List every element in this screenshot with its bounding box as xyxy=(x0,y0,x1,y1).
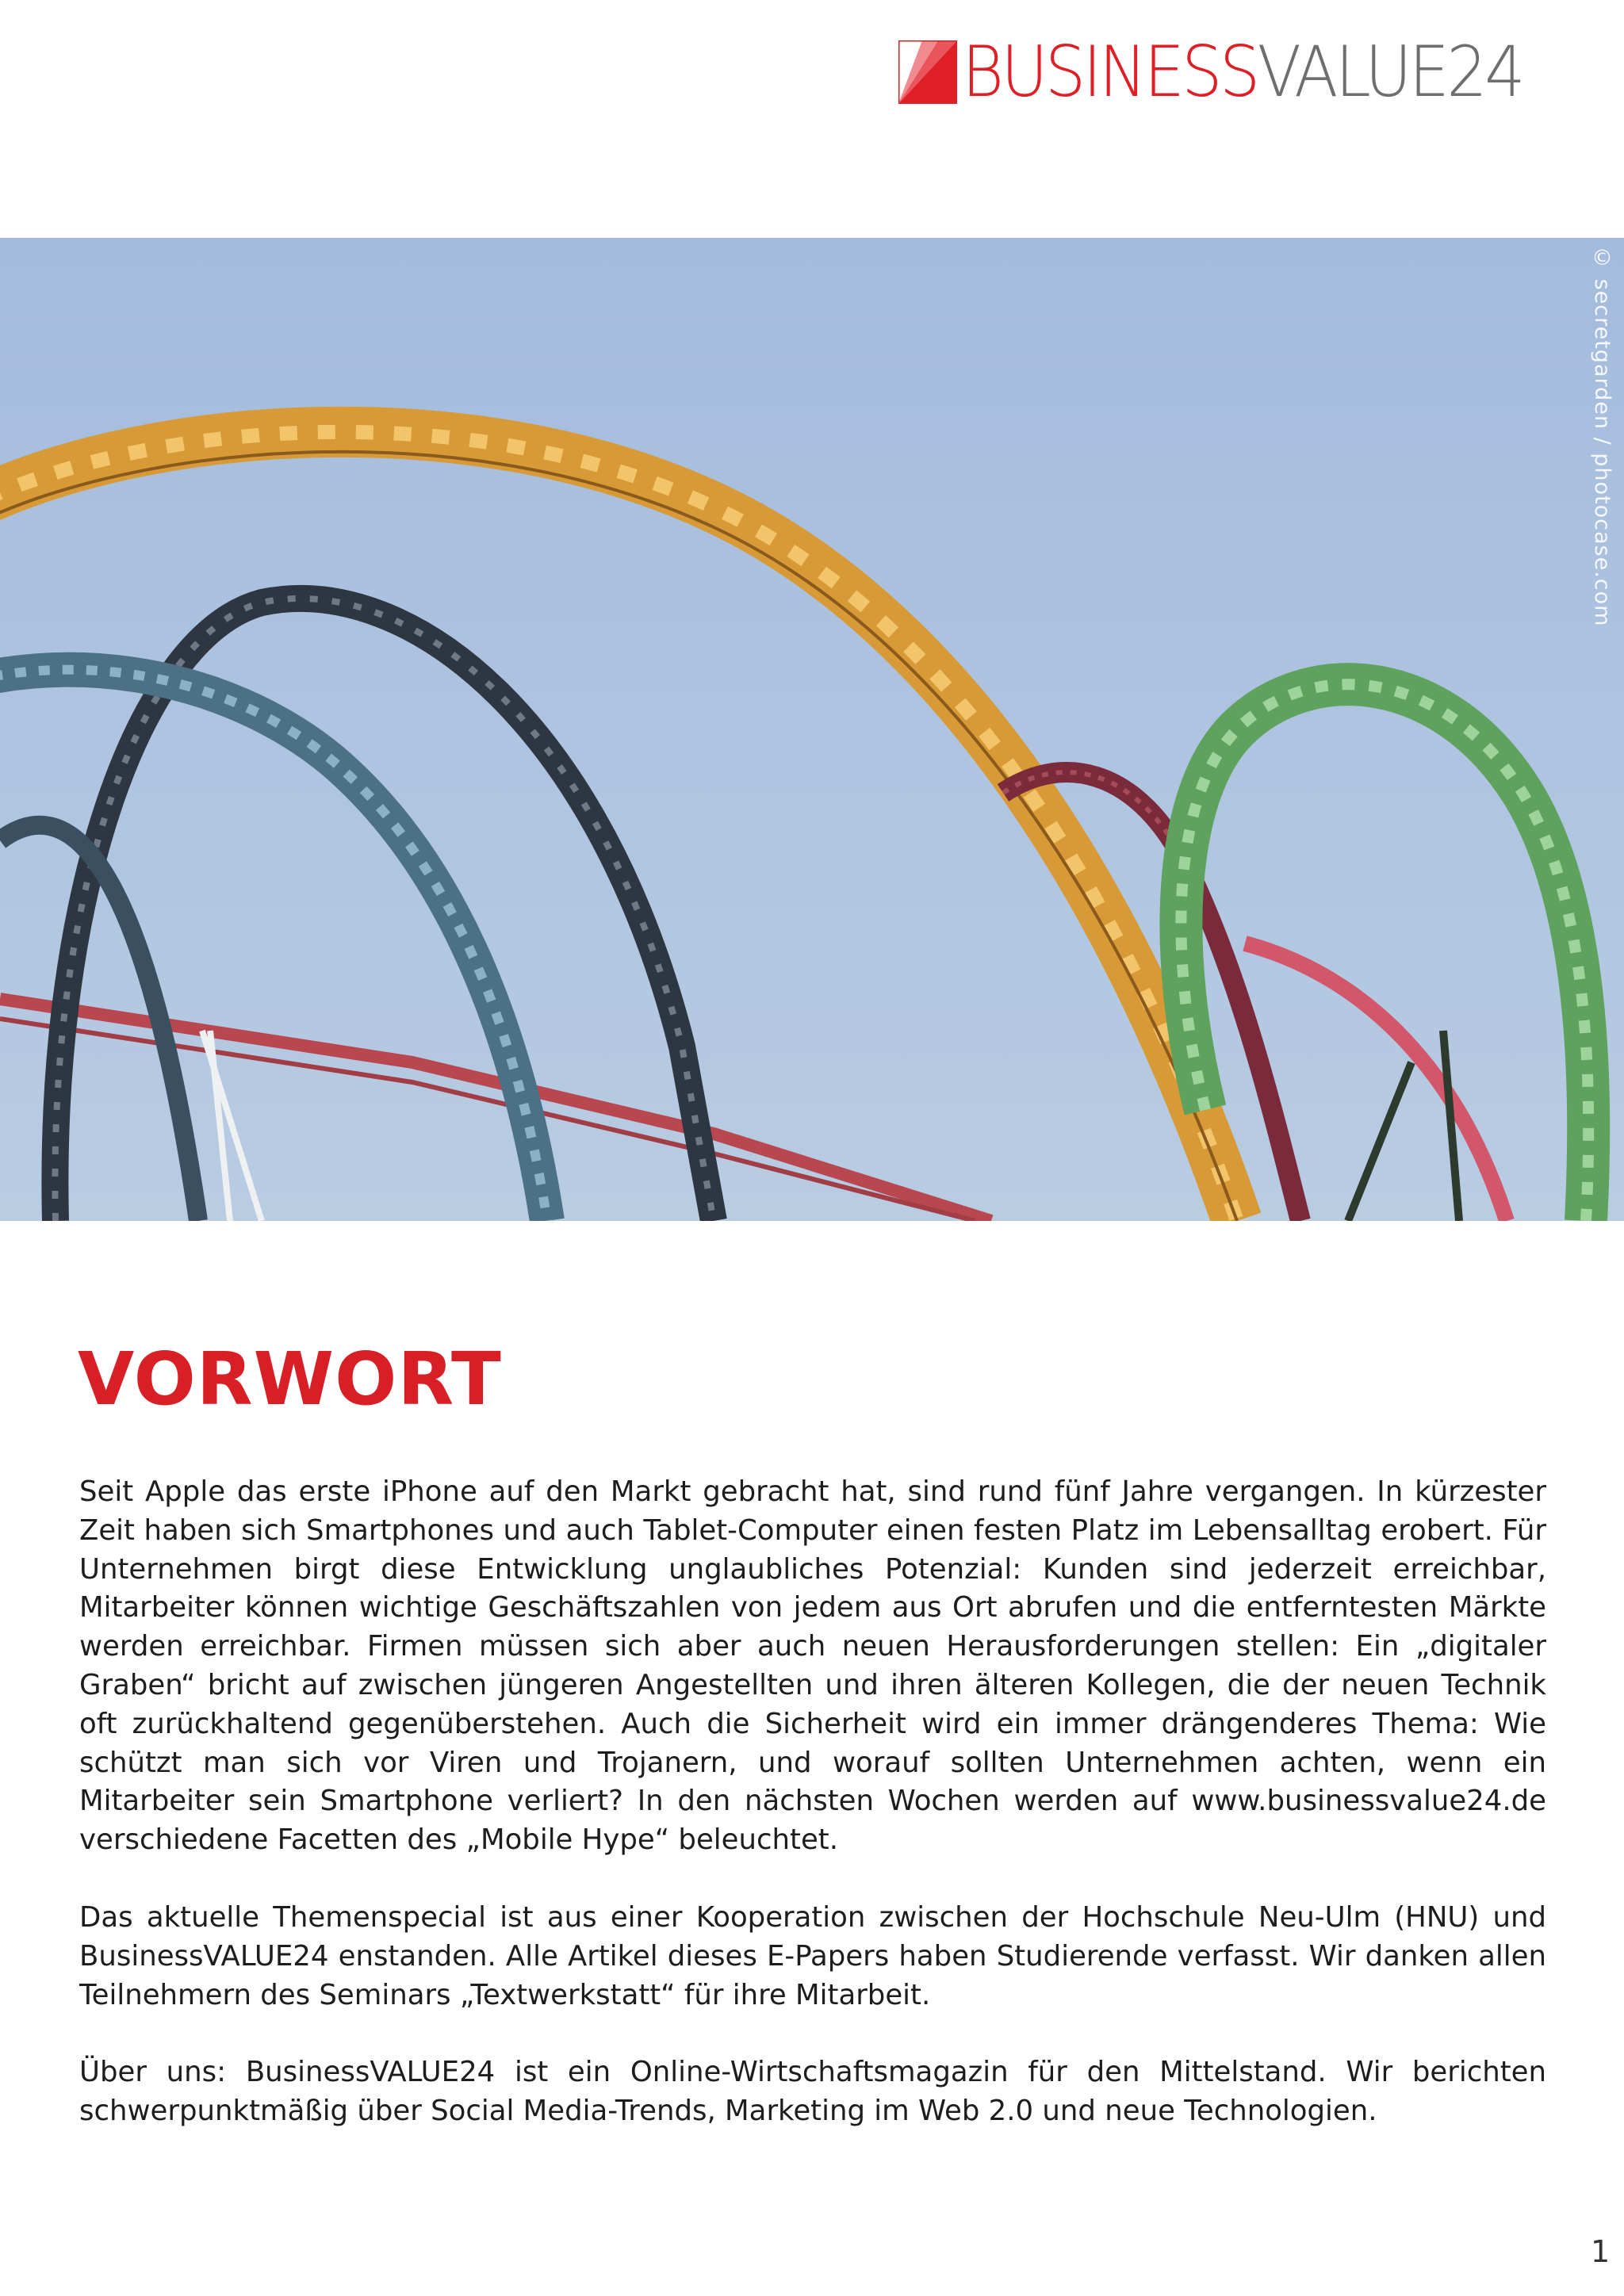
page-title: VORWORT xyxy=(78,1337,502,1422)
paragraph-about: Über uns: BusinessVALUE24 ist ein Online-Wirtschaftsmagazin für den Mittelstand. Wir berichten schwerpunktmäßig über Social Media-Trends, Marketing im Web 2.0 und neue Technologien. xyxy=(79,2056,1546,2128)
roller-coaster-illustration xyxy=(0,238,1624,1221)
brand-logo-text xyxy=(962,31,1522,113)
paragraph-intro: Seit Apple das erste iPhone auf den Markt gebracht hat, sind rund fünf Jahre vergangen. In kürzester Zeit haben sich Smartphones und auch Tablet-Computer einen festen Platz im Lebensalltag erobert. Für Unternehmen birgt diese Entwicklung unglaubliches Potenzial: Kunden sind jederzeit erreichbar, Mitarbeiter können wichtige Geschäftszahlen von jedem aus Ort abrufen und die entferntesten Märkte werden erreichbar. Firmen müssen sich aber auch neuen Herausforderungen stellen: Ein „digitaler Graben“ bricht auf zwischen jüngeren Angestellten und ihren älteren Kollegen, die der neuen Technik oft zurückhaltend gegenüberstehen. Auch die Sicherheit wird ein immer drängenderes Thema: Wie schützt man sich vor Viren und Trojanern, und worauf sollten Unternehmen achten, wenn ein Mitarbeiter sein Smartphone verliert? In den nächsten Wochen werden auf www.businessvalue24.de verschiedene Facetten des „Mobile Hype“ beleuchtet. xyxy=(79,1475,1546,1857)
brand-logo-mark-icon xyxy=(898,40,957,104)
page-number: 1 xyxy=(1591,2234,1611,2269)
brand-logo-business: BUSINESS xyxy=(962,31,1258,113)
paragraph-cooperation: Das aktuelle Themenspecial ist aus einer Kooperation zwischen der Hochschule Neu-Ulm (HNU) und BusinessVALUE24 enstanden. Alle Artikel dieses E-Papers haben Studierende verfasst. Wir danken allen Teilnehmern des Seminars „Textwerkstatt“ für ihre Mitarbeit. xyxy=(79,1900,1546,2011)
brand-logo-value24: VALUE24 xyxy=(1257,31,1522,113)
article-body xyxy=(79,1473,1546,2170)
brand-logo xyxy=(898,31,1571,113)
photo-credit: © secretgarden / photocase.com xyxy=(1590,246,1614,627)
hero-image xyxy=(0,238,1624,1221)
